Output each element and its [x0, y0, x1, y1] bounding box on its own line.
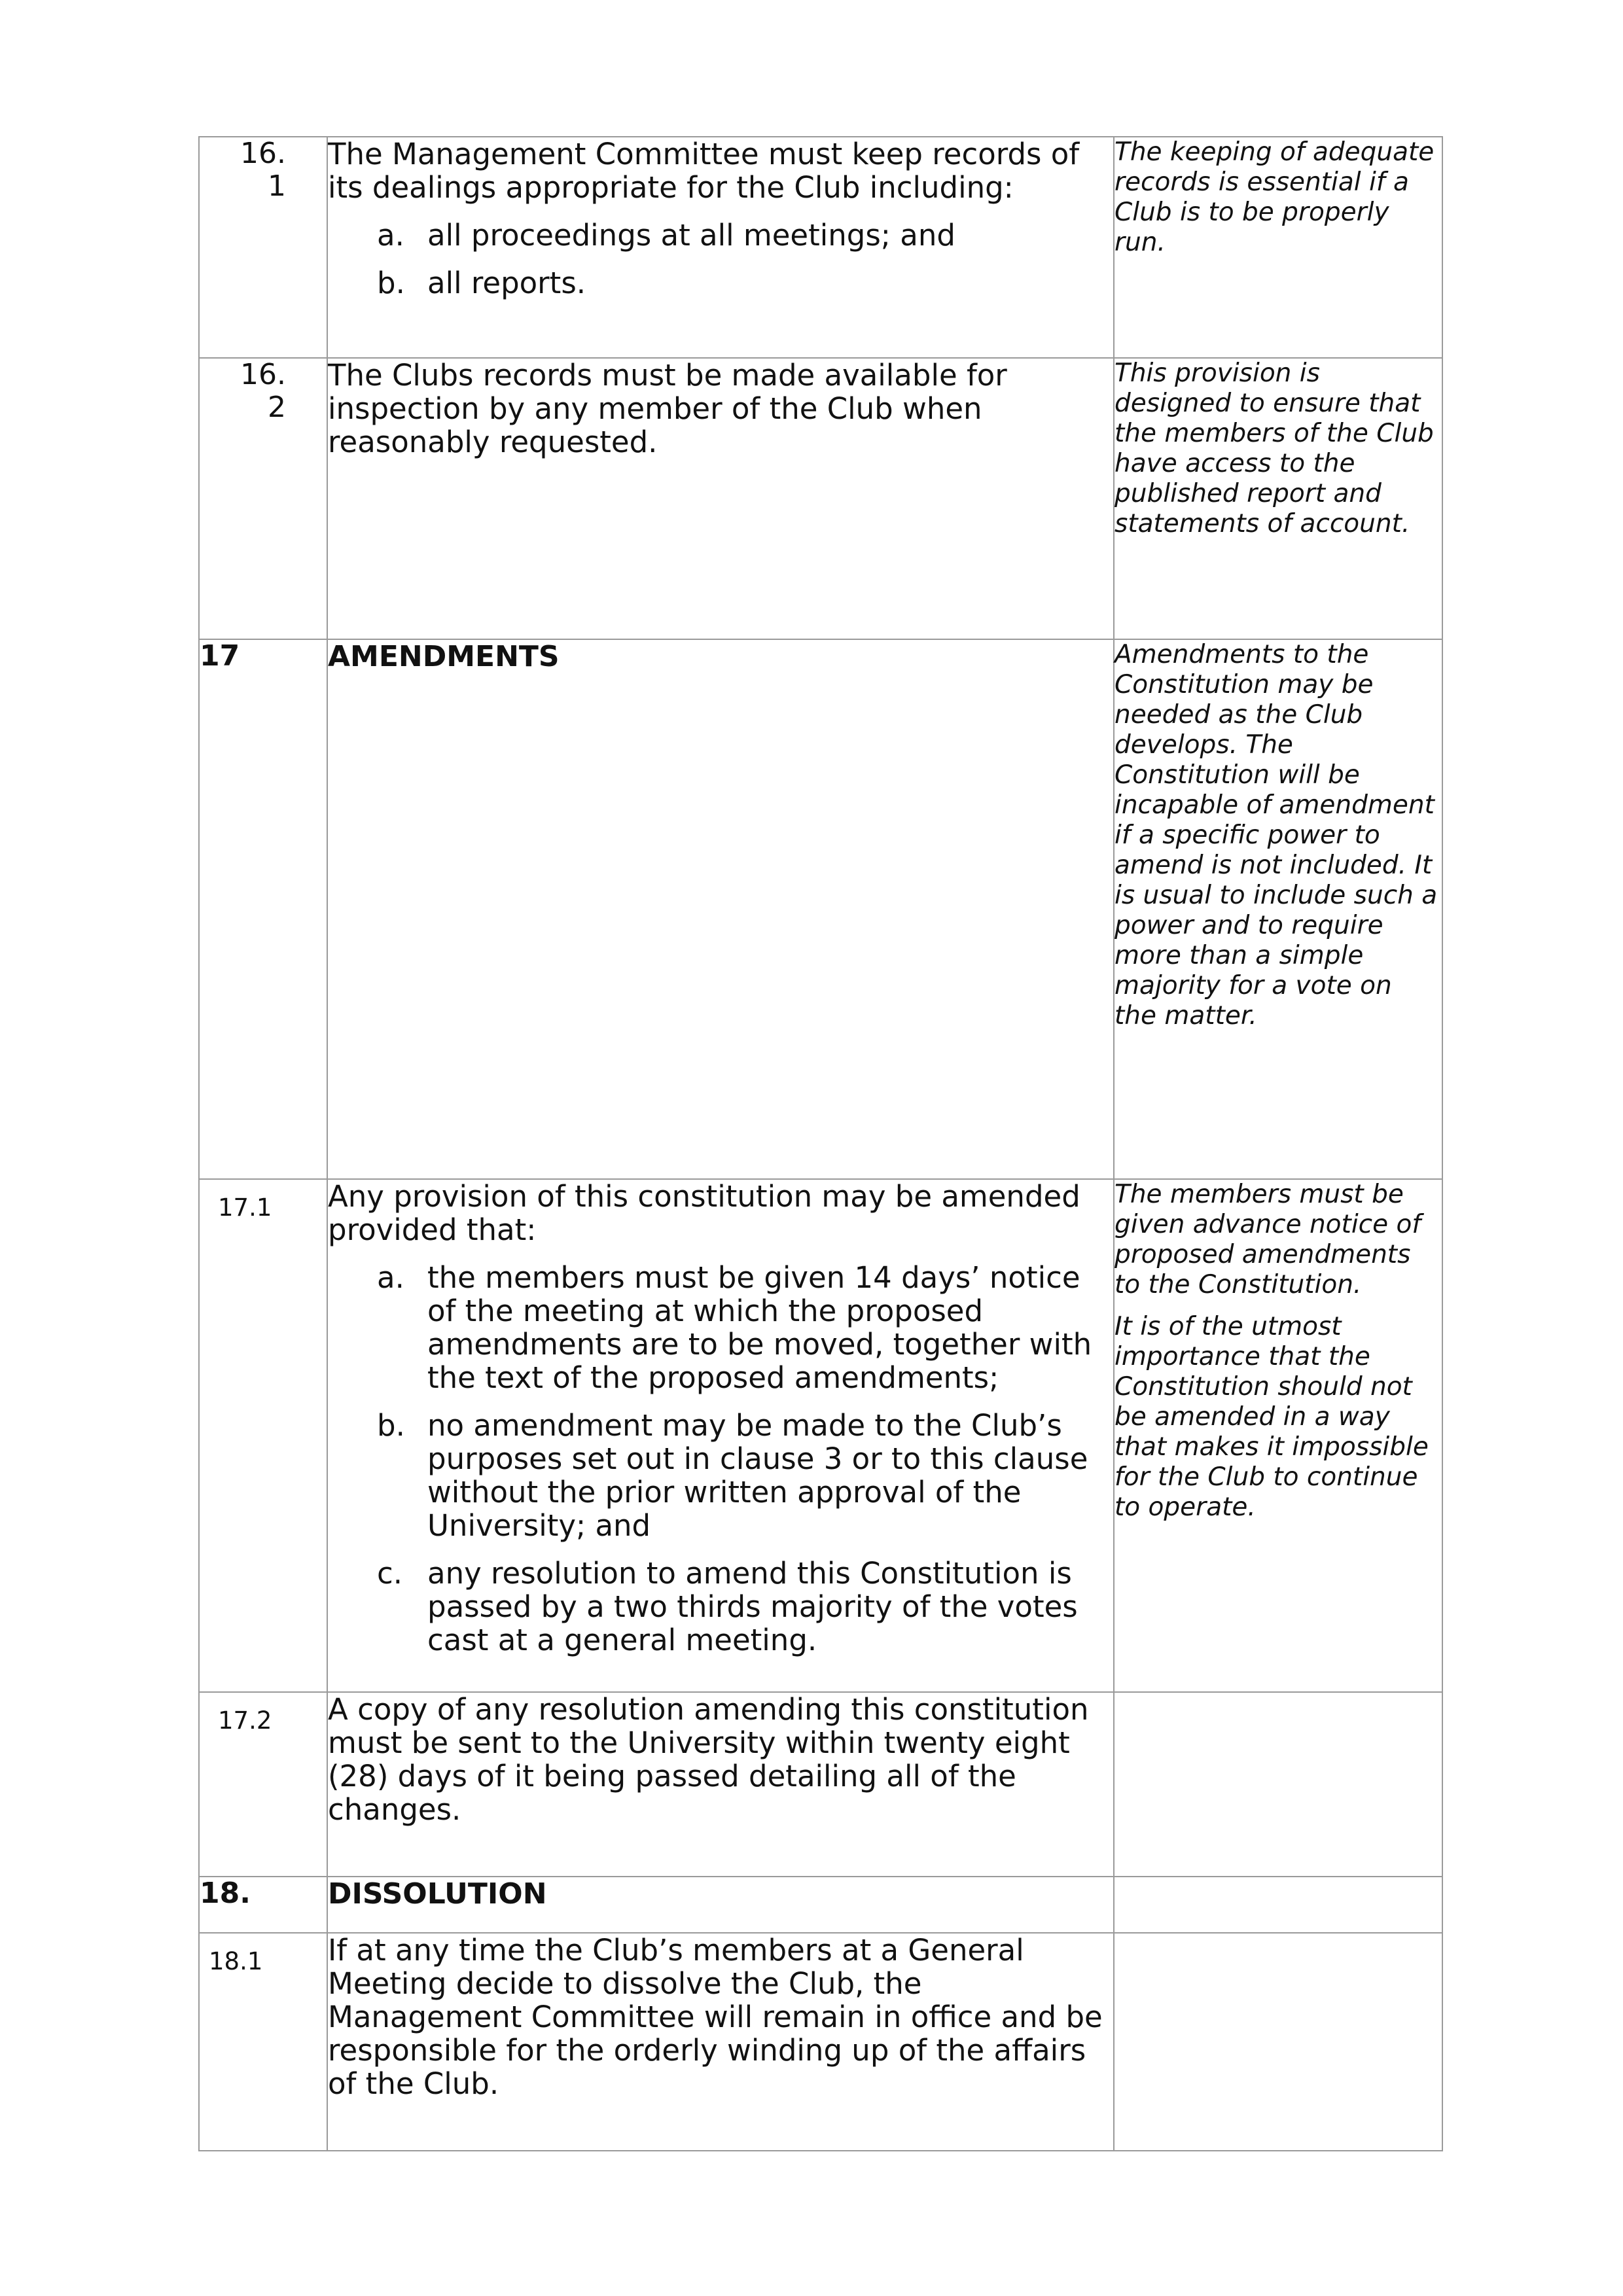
- guidance-note-empty: [1114, 1692, 1442, 1877]
- clause-number-part: 2: [268, 391, 286, 424]
- clause-number: 17.1: [199, 1179, 327, 1692]
- list-marker: a.: [377, 218, 404, 253]
- table-row-16-2: [199, 358, 1442, 639]
- section-heading: AMENDMENTS: [327, 639, 1114, 1179]
- clause-number-part: 16.: [240, 137, 286, 170]
- table-row-17: [199, 639, 1442, 1179]
- list-marker: b.: [377, 1408, 405, 1443]
- clause-number: 18.1: [199, 1933, 327, 2151]
- list-item: [377, 1261, 1113, 1394]
- list-item-text: the members must be given 14 days’ notice of the meeting at which the proposed amendments are to be moved, together with the text of the proposed amendments;: [427, 1260, 1092, 1395]
- clause-list: [328, 219, 1113, 300]
- section-heading: DISSOLUTION: [327, 1877, 1114, 1933]
- clause-text-cell: [327, 1692, 1114, 1877]
- table-row-16-1: [199, 137, 1442, 358]
- list-item: [377, 219, 1113, 252]
- clause-number: [199, 137, 327, 358]
- clause-text-cell: [327, 1179, 1114, 1692]
- table-row-18: [199, 1877, 1442, 1933]
- guidance-note-text: This provision is designed to ensure that the members of the Club have access to the published report and statements of account.: [1115, 359, 1434, 539]
- list-marker: a.: [377, 1260, 404, 1295]
- list-item-text: no amendment may be made to the Club’s purposes set out in clause 3 or to this clause without the prior written approval of the University; and: [427, 1408, 1088, 1543]
- list-marker: b.: [377, 266, 405, 300]
- guidance-note: [1114, 358, 1442, 639]
- clause-number-part: 16.: [240, 358, 286, 391]
- clause-text-cell: [327, 358, 1114, 639]
- section-number: 17: [199, 639, 327, 1179]
- clause-text: A copy of any resolution amending this constitution must be sent to the University within twenty eight (28) days of it being passed detailing all of the changes.: [328, 1692, 1089, 1827]
- list-item-text: all reports.: [427, 266, 586, 300]
- guidance-note-empty: [1114, 1933, 1442, 2151]
- list-item-text: all proceedings at all meetings; and: [427, 218, 955, 253]
- list-item-text: any resolution to amend this Constitution is passed by a two thirds majority of the votes cast at a general meeting.: [427, 1556, 1078, 1657]
- guidance-note-text: Amendments to the Constitution may be needed as the Club develops. The Constitution will be incapable of amendment if a specific power to amend is not included. It is usual to include such a power and to require more than a simple majority for a vote on the matter.: [1115, 640, 1438, 1031]
- clause-list: [328, 1261, 1113, 1657]
- clause-text-cell: [327, 137, 1114, 358]
- constitution-table: [198, 136, 1443, 2151]
- list-item: [377, 1557, 1113, 1657]
- clause-number-part: 1: [268, 169, 286, 203]
- guidance-note-text: The members must be given advance notice of proposed amendments to the Constitution.: [1115, 1180, 1421, 1299]
- guidance-note-text: It is of the utmost importance that the Constitution should not be amended in a way that makes it impossible for the Club to continue to operate.: [1115, 1312, 1429, 1522]
- clause-number: [199, 358, 327, 639]
- guidance-note: [1114, 639, 1442, 1179]
- clause-number: 17.2: [199, 1692, 327, 1877]
- list-marker: c.: [377, 1556, 403, 1591]
- list-item: [377, 1409, 1113, 1542]
- clause-text: The Management Committee must keep records of its dealings appropriate for the Club including:: [328, 137, 1080, 205]
- table-row-17-1: [199, 1179, 1442, 1692]
- list-item: [377, 266, 1113, 300]
- guidance-note-empty: [1114, 1877, 1442, 1933]
- clause-text: If at any time the Club’s members at a General Meeting decide to dissolve the Club, the Management Committee will remain in office and be responsible for the orderly winding up of the affairs of the Club.: [328, 1933, 1103, 2101]
- section-number: 18.: [199, 1877, 327, 1933]
- guidance-note: [1114, 1179, 1442, 1692]
- guidance-note-text: The keeping of adequate records is essential if a Club is to be properly run.: [1115, 137, 1435, 257]
- clause-text: Any provision of this constitution may be amended provided that:: [328, 1179, 1080, 1247]
- guidance-note: [1114, 137, 1442, 358]
- clause-text: The Clubs records must be made available for inspection by any member of the Club when reasonably requested.: [328, 358, 1007, 459]
- table-row-18-1: [199, 1933, 1442, 2151]
- clause-text-cell: [327, 1933, 1114, 2151]
- table-row-17-2: [199, 1692, 1442, 1877]
